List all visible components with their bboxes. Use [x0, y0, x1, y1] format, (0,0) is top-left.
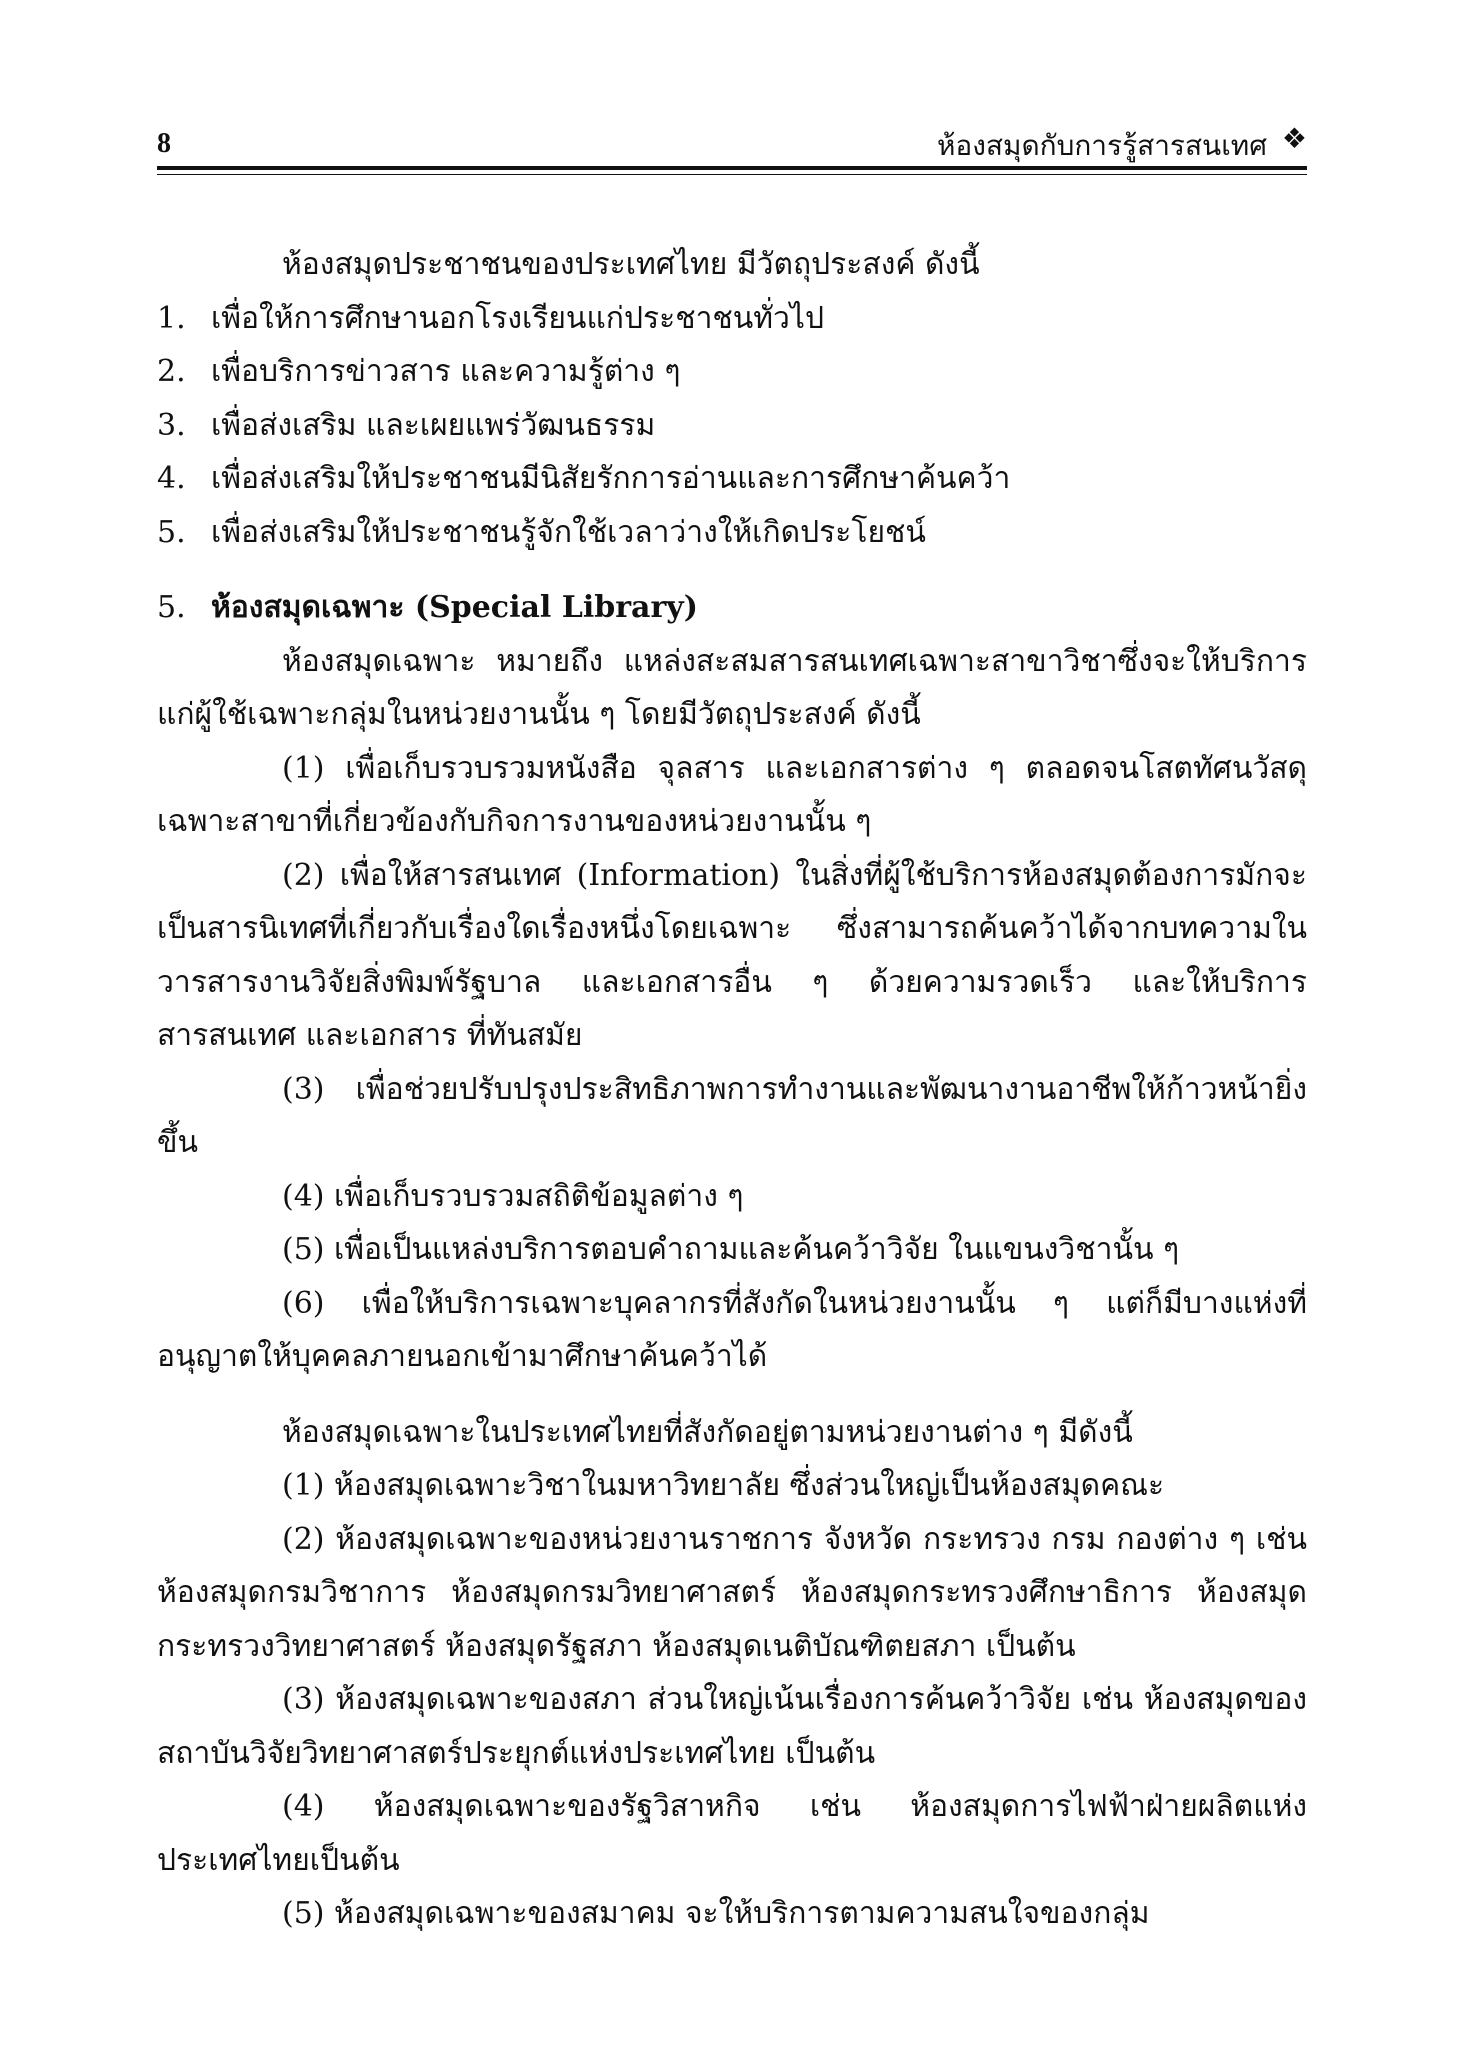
list-text: เพื่อบริการข่าวสาร และความรู้ต่าง ๆ	[211, 354, 681, 389]
type-paragraph: (2) ห้องสมุดเฉพาะของหน่วยงานราชการ จังหวัด กระทรวง กรม กองต่าง ๆ เช่น ห้องสมุดกรมวิชาการ ห้องสมุดกรมวิทยาศาสตร์ ห้องสมุดกระทรวงศึกษาธิการ ห้องสมุดกระทรวงวิทยาศาสตร์ ห้องสมุดรัฐสภา ห้องสมุดเนติบัณฑิตยสภา เป็นต้น	[157, 1521, 1307, 1664]
list-number: 4.	[157, 461, 186, 496]
ornament-icon: ❖	[1281, 122, 1307, 155]
list-text: เพื่อให้การศึกษานอกโรงเรียนแก่ประชาชนทั่วไป	[211, 300, 825, 336]
list-text: เพื่อส่งเสริมให้ประชาชนมีนิสัยรักการอ่านและการศึกษาค้นคว้า	[211, 461, 1011, 496]
list-item	[157, 399, 1307, 453]
header-rule-thick	[157, 166, 1307, 170]
type-paragraph: (5) ห้องสมุดเฉพาะของสมาคม จะให้บริการตามความสนใจของกลุ่ม	[282, 1896, 1150, 1931]
list-item	[157, 506, 1307, 560]
type-paragraph: (4) ห้องสมุดเฉพาะของรัฐวิสาหกิจ เช่น ห้องสมุดการไฟฟ้าฝ่ายผลิตแห่งประเทศไทยเป็นต้น	[157, 1789, 1307, 1878]
list-item	[157, 345, 1307, 399]
page-number: 8	[157, 128, 171, 159]
types-intro: ห้องสมุดเฉพาะในประเทศไทยที่สังกัดอยู่ตามหน่วยงานต่าง ๆ มีดังนี้	[282, 1414, 1133, 1450]
objective-paragraph: (5) เพื่อเป็นแหล่งบริการตอบคำถามและค้นคว้าวิจัย ในแขนงวิชานั้น ๆ	[282, 1232, 1180, 1267]
objective-paragraph: (6) เพื่อให้บริการเฉพาะบุคลากรที่สังกัดในหน่วยงานนั้น ๆ แต่ก็มีบางแห่งที่อนุญาตให้บุคคลภายนอกเข้ามาศึกษาค้นคว้าได้	[157, 1285, 1307, 1374]
running-title: ห้องสมุดกับการรู้สารสนเทศ	[936, 129, 1267, 162]
page-body	[157, 238, 1307, 1941]
list-item	[157, 292, 1307, 346]
list-text: เพื่อส่งเสริม และเผยแพร่วัฒนธรรม	[211, 407, 656, 443]
objective-paragraph: (1) เพื่อเก็บรวบรวมหนังสือ จุลสาร และเอกสารต่าง ๆ ตลอดจนโสตทัศนวัสดุเฉพาะสาขาที่เกี่ยวข้องกับกิจการงานของหน่วยงานนั้น ๆ	[157, 750, 1307, 839]
type-paragraph: (1) ห้องสมุดเฉพาะวิชาในมหาวิทยาลัย ซึ่งส่วนใหญ่เป็นห้องสมุดคณะ	[282, 1468, 1165, 1503]
type-paragraph: (3) ห้องสมุดเฉพาะของสภา ส่วนใหญ่เน้นเรื่องการค้นคว้าวิจัย เช่น ห้องสมุดของสถาบันวิจัยวิทยาศาสตร์ประยุกต์แห่งประเทศไทย เป็นต้น	[157, 1682, 1307, 1771]
section-title: ห้องสมุดเฉพาะ (Special Library)	[211, 590, 698, 625]
list-number: 2.	[157, 354, 186, 389]
objective-paragraph: (2) เพื่อให้สารสนเทศ (Information) ในสิ่งที่ผู้ใช้บริการห้องสมุดต้องการมักจะเป็นสารนิเทศที่เกี่ยวกับเรื่องใดเรื่องหนึ่งโดยเฉพาะ ซึ่งสามารถค้นคว้าได้จากบทความในวารสารงานวิจัยสิ่งพิมพ์รัฐบาล และเอกสารอื่น ๆ ด้วยความรวดเร็ว และให้บริการสารสนเทศ และเอกสาร ที่ทันสมัย	[157, 857, 1307, 1053]
section-number: 5.	[157, 590, 186, 625]
list-text: เพื่อส่งเสริมให้ประชาชนรู้จักใช้เวลาว่างให้เกิดประโยชน์	[211, 514, 926, 550]
objective-paragraph: (4) เพื่อเก็บรวบรวมสถิติข้อมูลต่าง ๆ	[282, 1178, 744, 1214]
public-library-intro: ห้องสมุดประชาชนของประเทศไทย มีวัตถุประสงค์ ดังนี้	[282, 247, 980, 282]
special-library-definition: ห้องสมุดเฉพาะ หมายถึง แหล่งสะสมสารสนเทศเฉพาะสาขาวิชาซึ่งจะให้บริการแก่ผู้ใช้เฉพาะกลุ่มในหน่วยงานนั้น ๆ โดยมีวัตถุประสงค์ ดังนี้	[157, 643, 1307, 732]
list-number: 3.	[157, 407, 186, 443]
list-number: 5.	[157, 514, 186, 550]
list-number: 1.	[157, 300, 186, 336]
list-item	[157, 452, 1307, 506]
header-rule-thin	[157, 174, 1307, 175]
section-heading	[157, 581, 1307, 635]
page-header	[157, 118, 1307, 162]
objective-paragraph: (3) เพื่อช่วยปรับปรุงประสิทธิภาพการทำงานและพัฒนางานอาชีพให้ก้าวหน้ายิ่งขึ้น	[157, 1071, 1307, 1160]
